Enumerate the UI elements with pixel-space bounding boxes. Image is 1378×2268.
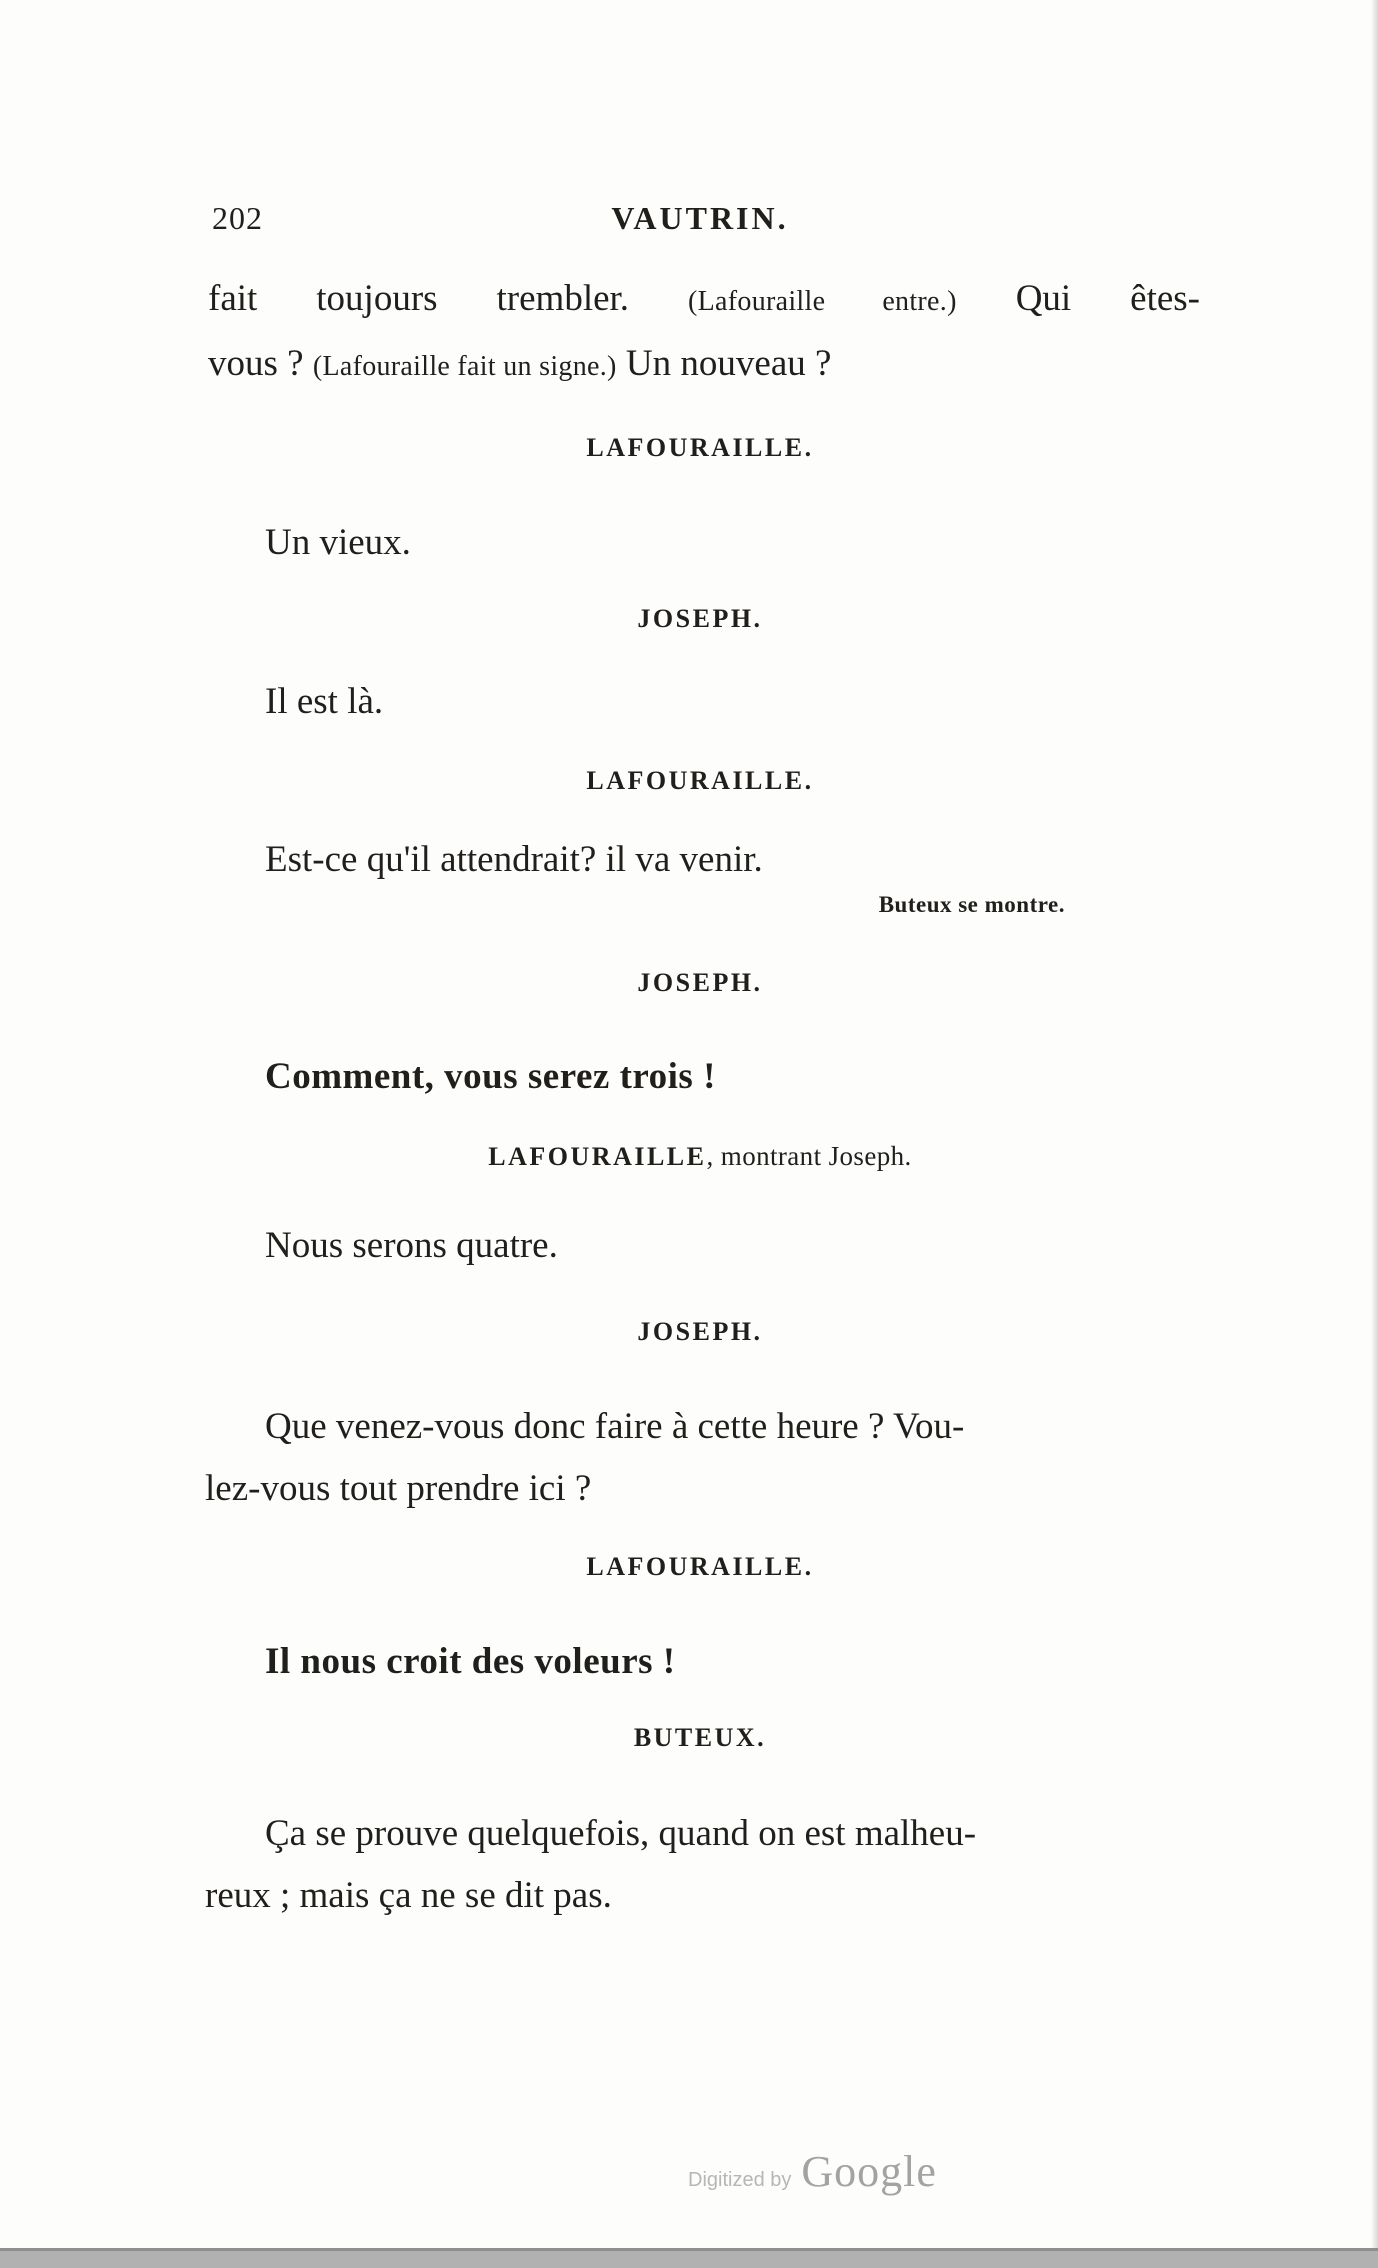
dialogue-line: reux ; mais ça ne se dit pas.: [205, 1875, 612, 1916]
watermark: [688, 2146, 937, 2197]
stage-direction: Buteux se montre.: [878, 892, 1065, 917]
opening-line-1: [208, 268, 1200, 333]
dialogue-paragraph: [205, 1631, 1253, 1693]
speaker-heading: JOSEPH.: [637, 1317, 763, 1346]
google-logo: Google: [801, 2147, 937, 2196]
speaker-heading: LAFOURAILLE.: [586, 1552, 814, 1581]
dialogue-text: Un nouveau ?: [625, 343, 832, 384]
scan-edge-right: [1371, 0, 1378, 2268]
dialogue-paragraph: [205, 671, 1253, 733]
digitized-by-label: Digitized by: [688, 2169, 792, 2191]
speaker-heading: [205, 1141, 1195, 1172]
dialogue-line: lez-vous tout prendre ici ?: [205, 1468, 592, 1509]
inline-stage-direction: (Lafouraille fait un signe.): [312, 351, 617, 382]
dialogue-text: fait toujours trembler.: [208, 278, 630, 319]
dialogue-paragraph: [205, 512, 1253, 574]
dialogue-paragraph: [205, 829, 1253, 891]
dialogue-line: Un vieux.: [265, 522, 411, 563]
speaker-heading: BUTEUX.: [633, 1723, 767, 1752]
running-header: VAUTRIN.: [611, 200, 789, 236]
dialogue-paragraph: [205, 1215, 1253, 1277]
dialogue-line: Il est là.: [265, 681, 384, 722]
speaker-name: LAFOURAILLE: [488, 1142, 707, 1171]
dialogue-text: Qui êtes-: [1015, 278, 1200, 319]
opening-line-2: [208, 333, 1200, 398]
dialogue-line: Nous serons quatre.: [265, 1225, 558, 1266]
page-number: 202: [212, 200, 263, 236]
dialogue-line: Que venez-vous donc faire à cette heure ? Vou-: [265, 1406, 965, 1447]
dialogue-paragraph: [205, 1803, 1253, 1927]
speaker-heading: JOSEPH.: [637, 604, 763, 633]
dialogue-line: Ça se prouve quelquefois, quand on est malheu-: [265, 1813, 977, 1854]
dialogue-paragraph: [205, 1396, 1253, 1520]
inline-stage-direction: (Lafouraille entre.): [688, 286, 957, 317]
dialogue-paragraph: [205, 1046, 1253, 1108]
speaker-note: , montrant Joseph.: [706, 1141, 912, 1171]
dialogue-text: vous ?: [208, 343, 304, 384]
dialogue-line: Il nous croit des voleurs !: [265, 1641, 676, 1682]
speaker-heading: LAFOURAILLE.: [586, 433, 814, 462]
dialogue-line: Est-ce qu'il attendrait? il va venir.: [265, 839, 763, 880]
speaker-heading: JOSEPH.: [637, 968, 763, 997]
opening-paragraph: [208, 268, 1200, 398]
scan-edge-bottom: [0, 2248, 1378, 2268]
speaker-heading: LAFOURAILLE.: [586, 766, 814, 795]
dialogue-line: Comment, vous serez trois !: [265, 1056, 716, 1097]
